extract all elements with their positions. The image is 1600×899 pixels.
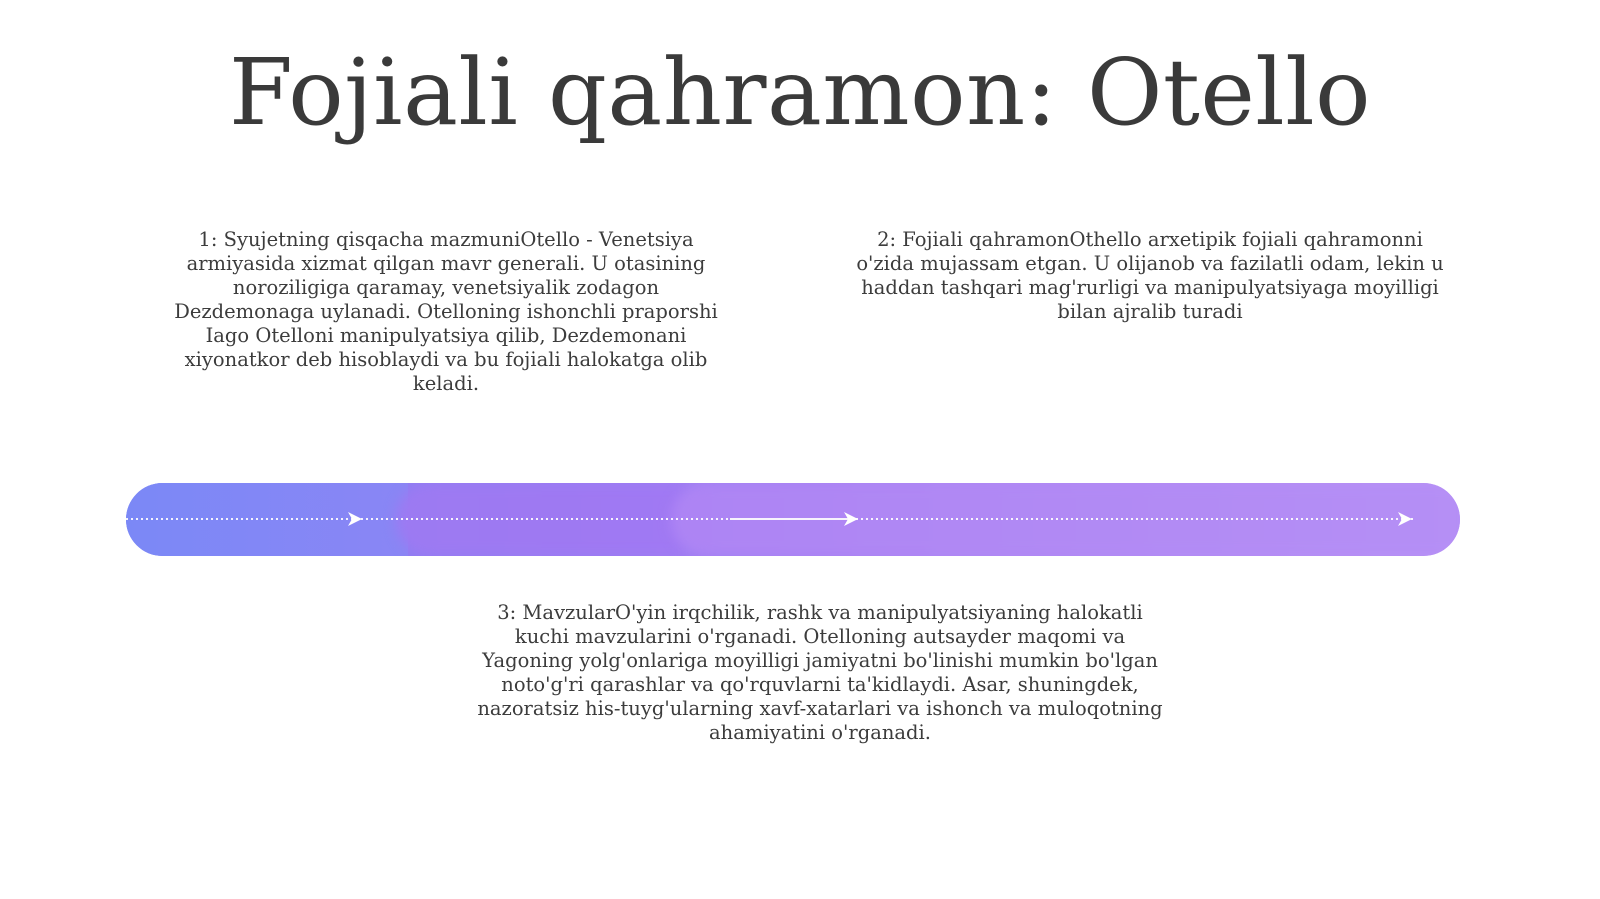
section-3-text: 3: MavzularO'yin irqchilik, rashk va manipulyatsiyaning halokatli kuchi mavzularini o'rganadi. Otelloning autsayder maqomi va Yagoning yolg'onlariga moyilligi jamiyatni bo'linishi mumkin bo'lgan noto'g'ri qarashlar va qo'rquvlarni ta'kidlaydi. Asar, shuningdek, nazoratsiz his-tuyg'ularning xavf-xatarlari va ishonch va muloqotning ahamiyatini o'rganadi. [477, 601, 1163, 744]
section-1-text: 1: Syujetning qisqacha mazmuniOtello - Venetsiya armiyasida xizmat qilgan mavr generali. U otasining noroziligiga qaramay, venetsiyalik zodagon Dezdemonaga uylanadi. Otelloning ishonchli praporshi Iago Otelloni manipulyatsiya qilib, Dezdemonani xiyonatkor deb hisoblaydi va bu fojiali halokatga olib keladi. [174, 228, 718, 395]
timeline-arrow-3-icon [1398, 512, 1412, 526]
timeline-arrow-1-icon [348, 512, 362, 526]
slide-title: Fojiali qahramon: Otello [228, 39, 1372, 146]
timeline-bar [126, 483, 1460, 556]
timeline-arrows [126, 483, 1460, 556]
section-2-text: 2: Fojiali qahramonOthello arxetipik fojiali qahramonni o'zida mujassam etgan. U olijanob va fazilatli odam, lekin u haddan tashqari mag'rurligi va manipulyatsiyaga moyilligi bilan ajralib turadi [856, 228, 1444, 323]
